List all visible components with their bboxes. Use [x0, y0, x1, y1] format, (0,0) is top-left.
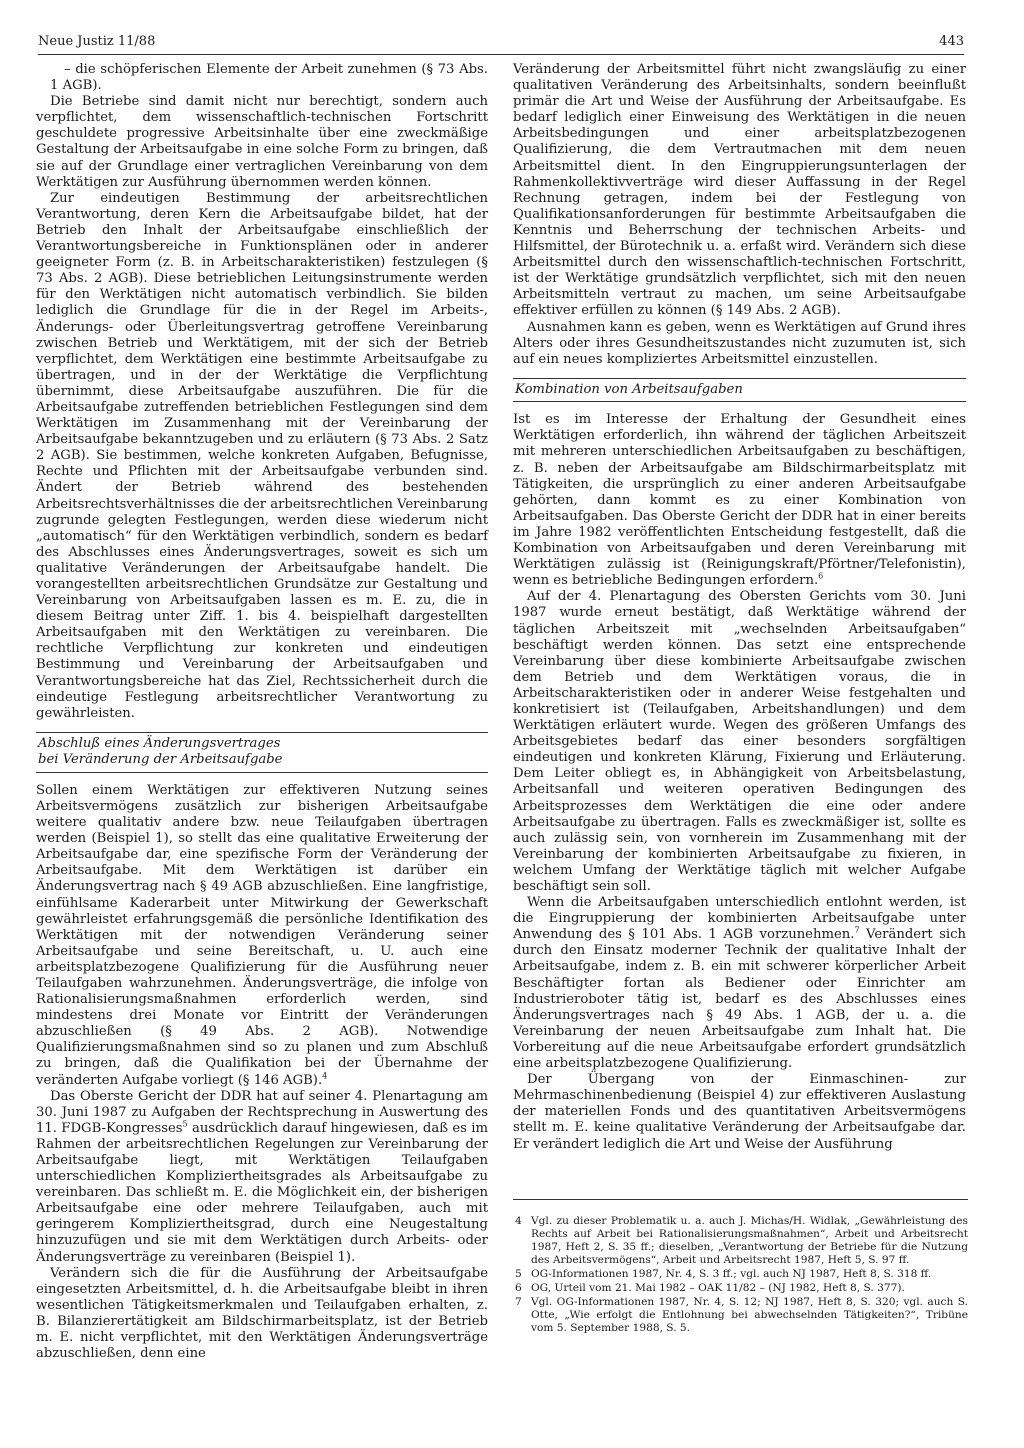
footnote-number: 6: [515, 1282, 522, 1294]
paragraph: Auf der 4. Plenartagung des Obersten Gerichts vom 30. Juni 1987 wurde erneut bestätigt, daß Werktätige während der täglichen Arbeitszeit mit „wechselnden Arbeitsaufgaben“ beschäftigt werden können. Das setzt eine entsprechende Vereinbarung über diese kombinierte Arbeitsaufgabe zwischen dem Betrieb und dem Werktätigen voraus, die in Arbeitscharakteristiken oder in anderer Weise festgehalten und konkretisiert ist (Teilaufgaben, Arbeitshandlungen) und dem Werktätigen erläutert wurde. Wegen des größeren Umfangs des Arbeitsgebietes bedarf das einer besonders sorgfältigen eindeutigen und konkreten Klärung, Fixierung und Erläuterung. Dem Leiter obliegt es, in Abhängigkeit von Arbeitsbelastung, Arbeitsanfall und weiteren operativen Bedingungen des Arbeitsprozesses dem Werktätigen die eine oder andere Arbeitsaufgabe zu übertragen. Falls es zweckmäßiger ist, sollte es auch zulässig sein, von vornherein im Zusammenhang mit der Vereinbarung der kombinierten Arbeitsaufgabe zu fixieren, in welchem Umfang der Werktätige täglich mit welcher Aufgabe beschäftigt sein soll.: [513, 589, 966, 894]
footnote-text: Vgl. OG-Informationen 1987, Nr. 4, S. 12; NJ 1987, Heft 8, S. 320; vgl. auch S. Otte, „Wie erfolgt die Entlohnung bei abwechselnden Tätigkeiten?“, Tribüne vom 5. September 1988, S. 5.: [531, 1296, 968, 1334]
paragraph-text: Sollen einem Werktätigen zur effektiveren Nutzung seines Arbeitsvermögens zusätzlich zur bisherigen Arbeitsaufgabe weitere qualitativ andere bzw. neue Teilaufgaben übertragen werden (Beispiel 1), so stellt das eine qualitative Erweiterung der Arbeitsaufgabe dar, eine spezifische Form der Veränderung der Arbeitsaufgabe. Mit dem Werktätigen ist darüber ein Änderungsvertrag nach § 49 AGB abzuschließen. Eine langfristige, einfühlsame Kaderarbeit unter Mitwirkung der Gewerkschaft gewährleistet erfahrungsgemäß die persönliche Identifikation des Werktätigen mit der notwendigen Veränderung seiner Arbeitsaufgabe und seine Bereitschaft, u. U. auch eine arbeitsplatzbezogene Qualifizierung für die Ausführung neuer Teilaufgaben wahrzunehmen. Änderungsverträge, die infolge von Rationalisierungsmaßnahmen erforderlich werden, sind mindestens drei Monate vor Eintritt der Veränderungen abzuschließen (§ 49 Abs. 2 AGB). Notwendige Qualifizierungsmaßnahmen sind so zu planen und zum Abschluß zu bringen, daß die Qualifikation bei der Übernahme der veränderten Aufgabe vorliegt (§ 146 AGB).: [36, 782, 488, 1088]
paragraph: Veränderung der Arbeitsmittel führt nicht zwangsläufig zu einer qualitativen Veränderung des Arbeitsinhalts, sondern beeinflußt primär die Art und Weise der Ausführung der Arbeitsaufgabe. Es bedarf lediglich einer Einweisung des Werktätigen in die neuen Arbeitsbedingungen und einer arbeitsplatzbezogenen Qualifizierung, die dem Vertrautmachen mit dem neuen Arbeitsmittel dient. In den Eingruppierungsunterlagen der Rahmenkollektivverträge wird dieser Auffassung in der Regel Rechnung getragen, indem bei der Festlegung von Qualifikationsanforderungen für bestimmte Arbeitsaufgaben die Kenntnis und Beherrschung der technischen Arbeits- und Hilfsmittel, der Bürotechnik u. a. erfaßt wird. Verändern sich diese Arbeitsmittel durch den wissenschaftlich-technischen Fortschritt, ist der Werktätige grundsätzlich verpflichtet, sich mit den neuen Arbeitsmitteln vertraut zu machen, um seine Arbeitsaufgabe effektiver erfüllen zu können (§ 149 Abs. 2 AGB).: [513, 62, 966, 319]
footnotes: [513, 1215, 968, 1336]
paragraph: Die Betriebe sind damit nicht nur berechtigt, sondern auch verpflichtet, dem wissenschaftlich-technischen Fortschritt geschuldete progressive Arbeitsinhalte über eine zweckmäßige Gestaltung der Arbeitsaufgabe in eine solche Form zu bringen, daß sie auf der Grundlage einer vertraglichen Vereinbarung von dem Werktätigen zur Ausführung übernommen werden können.: [36, 94, 488, 190]
footnote-number: 5: [515, 1268, 522, 1280]
header-rule: [38, 54, 964, 55]
page-number: 443: [939, 34, 964, 49]
section-title: Kombination von Arbeitsaufgaben: [515, 381, 743, 397]
paragraph: Ausnahmen kann es geben, wenn es Werktätigen auf Grund ihres Alters oder ihres Gesundheitszustandes nicht zuzumuten ist, sich auf ein neues kompliziertes Arbeitsmittel einzustellen.: [513, 319, 966, 367]
section-heading: [36, 732, 488, 773]
journal-title: Neue Justiz 11/88: [38, 34, 156, 49]
paragraph-text: ausdrücklich darauf hingewiesen, daß es im Rahmen der arbeitsrechtlichen Regelungen zur Vereinbarung der Arbeitsaufgabe liegt, mit Werktätigen Teilaufgaben unterschiedlichen Kompliziertheitsgrades als Arbeitsaufgabe zu vereinbaren. Das schließt m. E. die Möglichkeit ein, der bisherigen Arbeitsaufgabe eine oder mehrere Teilaufgaben, auch mit geringerem Kompliziertheitsgrad, durch eine Neugestaltung hinzuzufügen und sie mit dem Werktätigen durch Arbeits- oder Änderungsverträge zu vereinbaren (Beispiel 1).: [36, 1120, 488, 1265]
footnote: [513, 1296, 968, 1335]
paragraph-text: Ist es im Interesse der Erhaltung der Gesundheit eines Werktätigen erforderlich, ihn während der täglichen Arbeitszeit mit mehreren unterschiedlichen Arbeitsaufgaben zu beschäftigen, z. B. neben der Arbeitsaufgabe am Bildschirmarbeitsplatz mit Tätigkeiten, die ursprünglich zu einer anderen Arbeitsaufgabe gehörten, dann kommt es zu einer Kombination von Arbeitsaufgaben. Das Oberste Gericht der DDR hat in einer bereits im Jahre 1982 veröffentlichten Entscheidung festgestellt, daß die Kombination von Arbeitsaufgaben und deren Vereinbarung mit Werktätigen zulässig ist (Reinigungskraft/Pförtner/Telefonistin), wenn es betriebliche Bedingungen erfordern.: [513, 412, 966, 589]
footnote-text: Vgl. zu dieser Problematik u. a. auch J. Michas/H. Widlak, „Gewährleistung des Rechts auf Arbeit bei Rationalisierungsmaßnahmen“, Arbeit und Arbeitsrecht 1987, Heft 2, S. 35 ff.; dieselben, „Verantwortung der Betriebe für die Nutzung des Arbeitsvermögens“, Arbeit und Arbeitsrecht 1987, Heft 5, S. 97 ff.: [531, 1215, 968, 1266]
footnote-ref: 4: [322, 1071, 328, 1081]
paragraph: Der Übergang von der Einmaschinen- zur Mehrmaschinenbedienung (Beispiel 4) zur effektiveren Auslastung der materiellen Fonds und des quantitativen Arbeitsvermögens stellt m. E. keine qualitative Veränderung der Arbeitsaufgabe dar. Er verändert lediglich die Art und Weise der Ausführung: [513, 1072, 966, 1152]
footnote-ref: 7: [854, 925, 860, 935]
paragraph-text: Wenn die Arbeitsaufgaben unterschiedlich entlohnt werden, ist die Eingruppierung der kombinierten Arbeitsaufgabe unter Anwendung des § 101 Abs. 1 AGB vorzunehmen.: [513, 895, 966, 943]
paragraph: [513, 412, 966, 589]
footnote-rule: [513, 1199, 968, 1200]
section-rule-bottom: [36, 772, 488, 773]
paragraph: [36, 1089, 488, 1266]
page-header: [38, 34, 964, 54]
footnote: [513, 1282, 968, 1295]
footnote: [513, 1215, 968, 1267]
footnote-number: 4: [515, 1215, 522, 1227]
footnote: [513, 1268, 968, 1281]
paragraph-text: Das Oberste Gericht der DDR hat auf seiner 4. Plenartagung am 30. Juni 1987 zu Aufgaben der Rechtsprechung in Auswertung des 11. FDGB-Kongresses: [36, 1088, 488, 1136]
footnote-text: OG-Informationen 1987, Nr. 4, S. 3 ff.; vgl. auch NJ 1987, Heft 8, S. 318 ff.: [531, 1268, 932, 1280]
paragraph: [36, 783, 488, 1089]
section-title: [36, 733, 488, 772]
left-column: [36, 62, 488, 1362]
right-column: [513, 62, 966, 1153]
paragraph: Verändern sich die für die Ausführung der Arbeitsaufgabe eingesetzten Arbeitsmittel, d. h. die Arbeitsaufgabe bleibt in ihren wesentlichen Tätigkeitsmerkmalen und Teilaufgaben erhalten, z. B. Bilanzierertätigkeit am Bildschirmarbeitsplatz, ist der Betrieb m. E. nicht verpflichtet, mit den Werktätigen Änderungsverträge abzuschließen, denn eine: [36, 1265, 488, 1362]
section-title-line-2: bei Veränderung der Arbeitsaufgabe: [38, 752, 283, 768]
paragraph-text: Verändert sich durch den Einsatz moderner Technik der qualitative Inhalt der Arbeitsaufgabe, indem z. B. ein mit schwerer körperlicher Arbeit Beschäftigter fortan als Bediener oder Einrichter am Industrieroboter tätig ist, bedarf es des Abschlusses eines Änderungsvertrages nach § 49 Abs. 1 AGB, der u. a. die Vereinbarung der neuen Arbeitsaufgabe zum Inhalt hat. Die Vorbereitung auf die neue Arbeitsaufgabe erfordert grundsätzlich eine arbeitsplatzbezogene Qualifizierung.: [513, 927, 966, 1072]
section-rule-bottom: [513, 401, 966, 402]
paragraph: Zur eindeutigen Bestimmung der arbeitsrechtlichen Verantwortung, deren Kern die Arbeitsaufgabe bildet, hat der Betrieb den Inhalt der Arbeitsaufgabe einschließlich der Verantwortungsbereiche in Funktionsplänen oder in anderer geeigneter Form (z. B. in Arbeitscharakteristiken) festzulegen (§ 73 Abs. 2 AGB). Diese betrieblichen Leitungsinstrumente werden für den Werktätigen nicht automatisch verbindlich. Sie bilden lediglich die Grundlage für die in der Regel im Arbeits-, Änderungs- oder Überleitungsvertrag getroffene Vereinbarung zwischen Betrieb und Werktätigem, mit der sich der Betrieb verpflichtet, dem Werktätigen eine bestimmte Arbeitsaufgabe zu übertragen, und in der der Werktätige die Verpflichtung übernimmt, diese Arbeitsaufgabe auszuführen. Die für die Arbeitsaufgabe zutreffenden betrieblichen Festlegungen sind dem Werktätigen im Zusammenhang mit der Vereinbarung der Arbeitsaufgabe bekanntzugeben und zu erläutern (§ 73 Abs. 2 Satz 2 AGB). Sie bestimmen, welche konkreten Aufgaben, Befugnisse, Rechte und Pflichten mit der Arbeitsaufgabe verbunden sind. Ändert der Betrieb während des bestehenden Arbeitsrechtsverhältnisses die der arbeitsrechtlichen Vereinbarung zugrunde gelegten Festlegungen, werden diese wiederum nicht „automatisch“ für den Werktätigen verbindlich, sondern es bedarf des Abschlusses eines Änderungsvertrages, soweit es sich um qualitative Veränderungen der Arbeitsaufgabe handelt. Die vorangestellten arbeitsrechtlichen Grundsätze zur Gestaltung und Vereinbarung von Arbeitsaufgaben lassen es m. E. zu, die in diesem Beitrag unter Ziff. 1. bis 4. beispielhaft dargestellten Arbeitsaufgaben mit den Werktätigen zu vereinbaren. Die rechtliche Verpflichtung zur konkreten und eindeutigen Bestimmung und Vereinbarung der Arbeitsaufgaben und Verantwortungsbereiche hat das Ziel, Rechtssicherheit durch die eindeutige Festlegung arbeitsrechtlicher Verantwortung zu gewährleisten.: [36, 190, 489, 721]
paragraph: [513, 895, 966, 1072]
footnote-ref: 5: [182, 1119, 188, 1129]
footnote-ref: 6: [818, 571, 824, 581]
section-title-line-1: Abschluß eines Änderungsvertrages: [38, 735, 281, 751]
section-heading: [513, 378, 966, 403]
footnote-text: OG, Urteil vom 21. Mai 1982 – OAK 11/82 – (NJ 1982, Heft 8, S. 377).: [531, 1282, 905, 1294]
footnote-number: 7: [515, 1296, 522, 1308]
bullet-item: – die schöpferischen Elemente der Arbeit zunehmen (§ 73 Abs. 1 AGB).: [50, 62, 488, 94]
